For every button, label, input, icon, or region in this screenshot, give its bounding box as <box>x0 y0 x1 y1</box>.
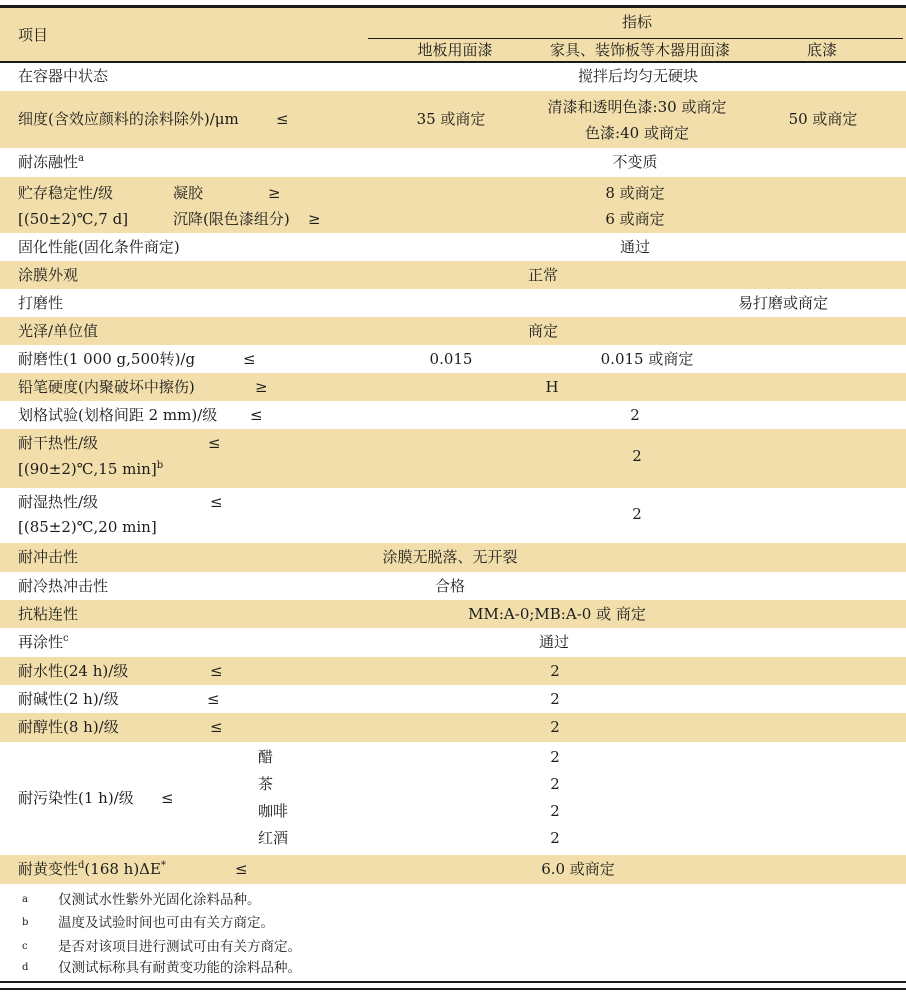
row-freeze-thaw-label: 耐冻融性$^a$ <box>18 153 84 171</box>
row-stain-value-tea: 2 <box>550 775 560 793</box>
row-pencil-label: 铅笔硬度(内聚破坏中擦伤) <box>18 378 195 396</box>
row-abrasion-value-floor: 0.015 <box>429 350 473 368</box>
row-humid-heat-label-line2: [(85±2)℃,20 min] <box>18 518 157 536</box>
footnote-text-d: 仅测试标称具有耐黄变功能的涂料品种。 <box>58 960 301 976</box>
row-sanding-label: 打磨性 <box>18 294 64 312</box>
row-stain-mark: ≤ <box>161 789 174 807</box>
footnote-ref-d: d <box>78 860 85 871</box>
row-alkali-label: 耐碱性(2 h)/级 <box>18 690 119 708</box>
row-sanding-value: 易打磨或商定 <box>737 294 829 312</box>
row-container-label: 在容器中状态 <box>18 67 109 85</box>
header-index-group: 指标 <box>621 13 653 31</box>
row-fineness-value-floor: 35 或商定 <box>416 110 486 128</box>
row-storage-label-line1: 贮存稳定性/级 <box>18 184 114 202</box>
row-stain-item-coffee: 咖啡 <box>258 802 289 820</box>
row-humid-heat-label-line1: 耐湿热性/级 <box>18 493 99 511</box>
row-dry-heat-mark: ≤ <box>208 434 221 452</box>
row-blocking-value: MM:A-0;MB:A-0 或 商定 <box>468 605 646 623</box>
row-stain-value-wine: 2 <box>550 829 560 847</box>
row-fineness-mark: ≤ <box>276 110 289 128</box>
footnote-ref-c: c <box>63 633 69 644</box>
row-yellowing-value: 6.0 或商定 <box>541 860 615 878</box>
footnote-marker-d: d <box>22 962 29 973</box>
top-rule <box>0 5 906 8</box>
row-thermal-shock-label: 耐冷热冲击性 <box>18 577 109 595</box>
row-alcohol-mark: ≤ <box>210 718 223 736</box>
row-crosscut-mark: ≤ <box>250 406 263 424</box>
bottom-rule-2 <box>0 988 906 990</box>
row-storage-mark2: ≥ <box>308 210 321 228</box>
footnote-marker-a: a <box>22 894 28 905</box>
row-humid-heat-mark: ≤ <box>210 493 223 511</box>
row-pencil-value: H <box>545 378 559 396</box>
row-storage-value1: 8 或商定 <box>605 184 665 202</box>
row-band-blocking <box>0 600 906 628</box>
row-curing-value: 通过 <box>619 238 651 256</box>
row-yellowing-mark: ≤ <box>235 860 248 878</box>
header-col-primer: 底漆 <box>806 41 838 59</box>
row-yellowing-label: 耐黄变性$^d$(168 h)ΔE* <box>18 860 166 878</box>
row-crosscut-label: 划格试验(划格间距 2 mm)/级 <box>18 406 218 424</box>
row-band-storage <box>0 177 906 233</box>
header-bottom-rule <box>0 61 906 63</box>
row-water-label: 耐水性(24 h)/级 <box>18 662 129 680</box>
row-stain-value-coffee: 2 <box>550 802 560 820</box>
row-band-water <box>0 657 906 685</box>
row-stain-item-wine: 红酒 <box>258 829 289 847</box>
footnote-ref-a: a <box>78 153 84 164</box>
bottom-rule-1 <box>0 981 906 983</box>
header-item: 项目 <box>18 26 49 44</box>
row-abrasion-value-furniture: 0.015 或商定 <box>600 350 694 368</box>
row-film-appearance-label: 涂膜外观 <box>18 266 79 284</box>
row-fineness-label: 细度(含效应颜料的涂料除外)/μm <box>18 110 239 128</box>
row-impact-label: 耐冲击性 <box>18 548 79 566</box>
row-dry-heat-value: 2 <box>632 447 642 465</box>
row-curing-label: 固化性能(固化条件商定) <box>18 238 180 256</box>
delta-e-superscript: * <box>160 860 166 871</box>
row-dry-heat-label-line1: 耐干热性/级 <box>18 434 99 452</box>
footnote-ref-b: b <box>156 460 164 471</box>
row-pencil-mark: ≥ <box>255 378 268 396</box>
row-band-alcohol <box>0 713 906 742</box>
row-water-mark: ≤ <box>210 662 223 680</box>
row-thermal-shock-value: 合格 <box>434 577 466 595</box>
row-water-value: 2 <box>550 662 560 680</box>
row-recoat-label: 再涂性$^c$ <box>18 633 69 651</box>
row-alcohol-value: 2 <box>550 718 560 736</box>
footnote-marker-c: c <box>22 941 28 952</box>
row-stain-value-vinegar: 2 <box>550 748 560 766</box>
header-col-floor: 地板用面漆 <box>417 41 493 59</box>
row-stain-label: 耐污染性(1 h)/级 <box>18 789 134 807</box>
row-abrasion-mark: ≤ <box>243 350 256 368</box>
row-abrasion-label: 耐磨性(1 000 g,500转)/g <box>18 350 196 368</box>
row-stain-item-tea: 茶 <box>258 775 274 793</box>
row-storage-value2: 6 或商定 <box>605 210 665 228</box>
row-storage-sub2: 沉降(限色漆组分) <box>173 210 290 228</box>
row-blocking-label: 抗粘连性 <box>18 605 79 623</box>
row-fineness-value-furniture-line2: 色漆:40 或商定 <box>585 124 689 142</box>
row-fineness-value-primer: 50 或商定 <box>788 110 858 128</box>
row-crosscut-value: 2 <box>630 406 640 424</box>
footnote-marker-b: b <box>22 917 29 928</box>
row-storage-mark1: ≥ <box>268 184 281 202</box>
row-freeze-thaw-value: 不变质 <box>612 153 658 171</box>
row-alcohol-label: 耐醇性(8 h)/级 <box>18 718 119 736</box>
row-dry-heat-label-line2: [(90±2)℃,15 min]$^b$ <box>18 460 164 478</box>
row-storage-sub1: 凝胶 <box>173 184 204 202</box>
row-humid-heat-value: 2 <box>632 505 642 523</box>
row-container-value: 搅拌后均匀无硬块 <box>577 67 699 85</box>
row-storage-label-line2: [(50±2)℃,7 d] <box>18 210 129 228</box>
row-fineness-value-furniture-line1: 清漆和透明色漆:30 或商定 <box>547 98 727 116</box>
footnote-text-c: 是否对该项目进行测试可由有关方商定。 <box>58 939 301 955</box>
row-alkali-value: 2 <box>550 690 560 708</box>
row-band-gloss <box>0 317 906 345</box>
row-band-film-appearance <box>0 261 906 289</box>
row-gloss-value: 商定 <box>527 322 559 340</box>
row-impact-value: 涂膜无脱落、无开裂 <box>382 548 518 566</box>
footnote-text-b: 温度及试验时间也可由有关方商定。 <box>58 915 274 931</box>
row-alkali-mark: ≤ <box>207 690 220 708</box>
row-film-appearance-value: 正常 <box>527 266 559 284</box>
footnote-text-a: 仅测试水性紫外光固化涂料品种。 <box>58 892 261 908</box>
row-stain-item-vinegar: 醋 <box>258 748 274 766</box>
index-group-underline <box>368 38 903 39</box>
row-gloss-label: 光泽/单位值 <box>18 322 99 340</box>
row-recoat-value: 通过 <box>538 633 570 651</box>
header-col-furniture: 家具、装饰板等木器用面漆 <box>549 41 731 59</box>
